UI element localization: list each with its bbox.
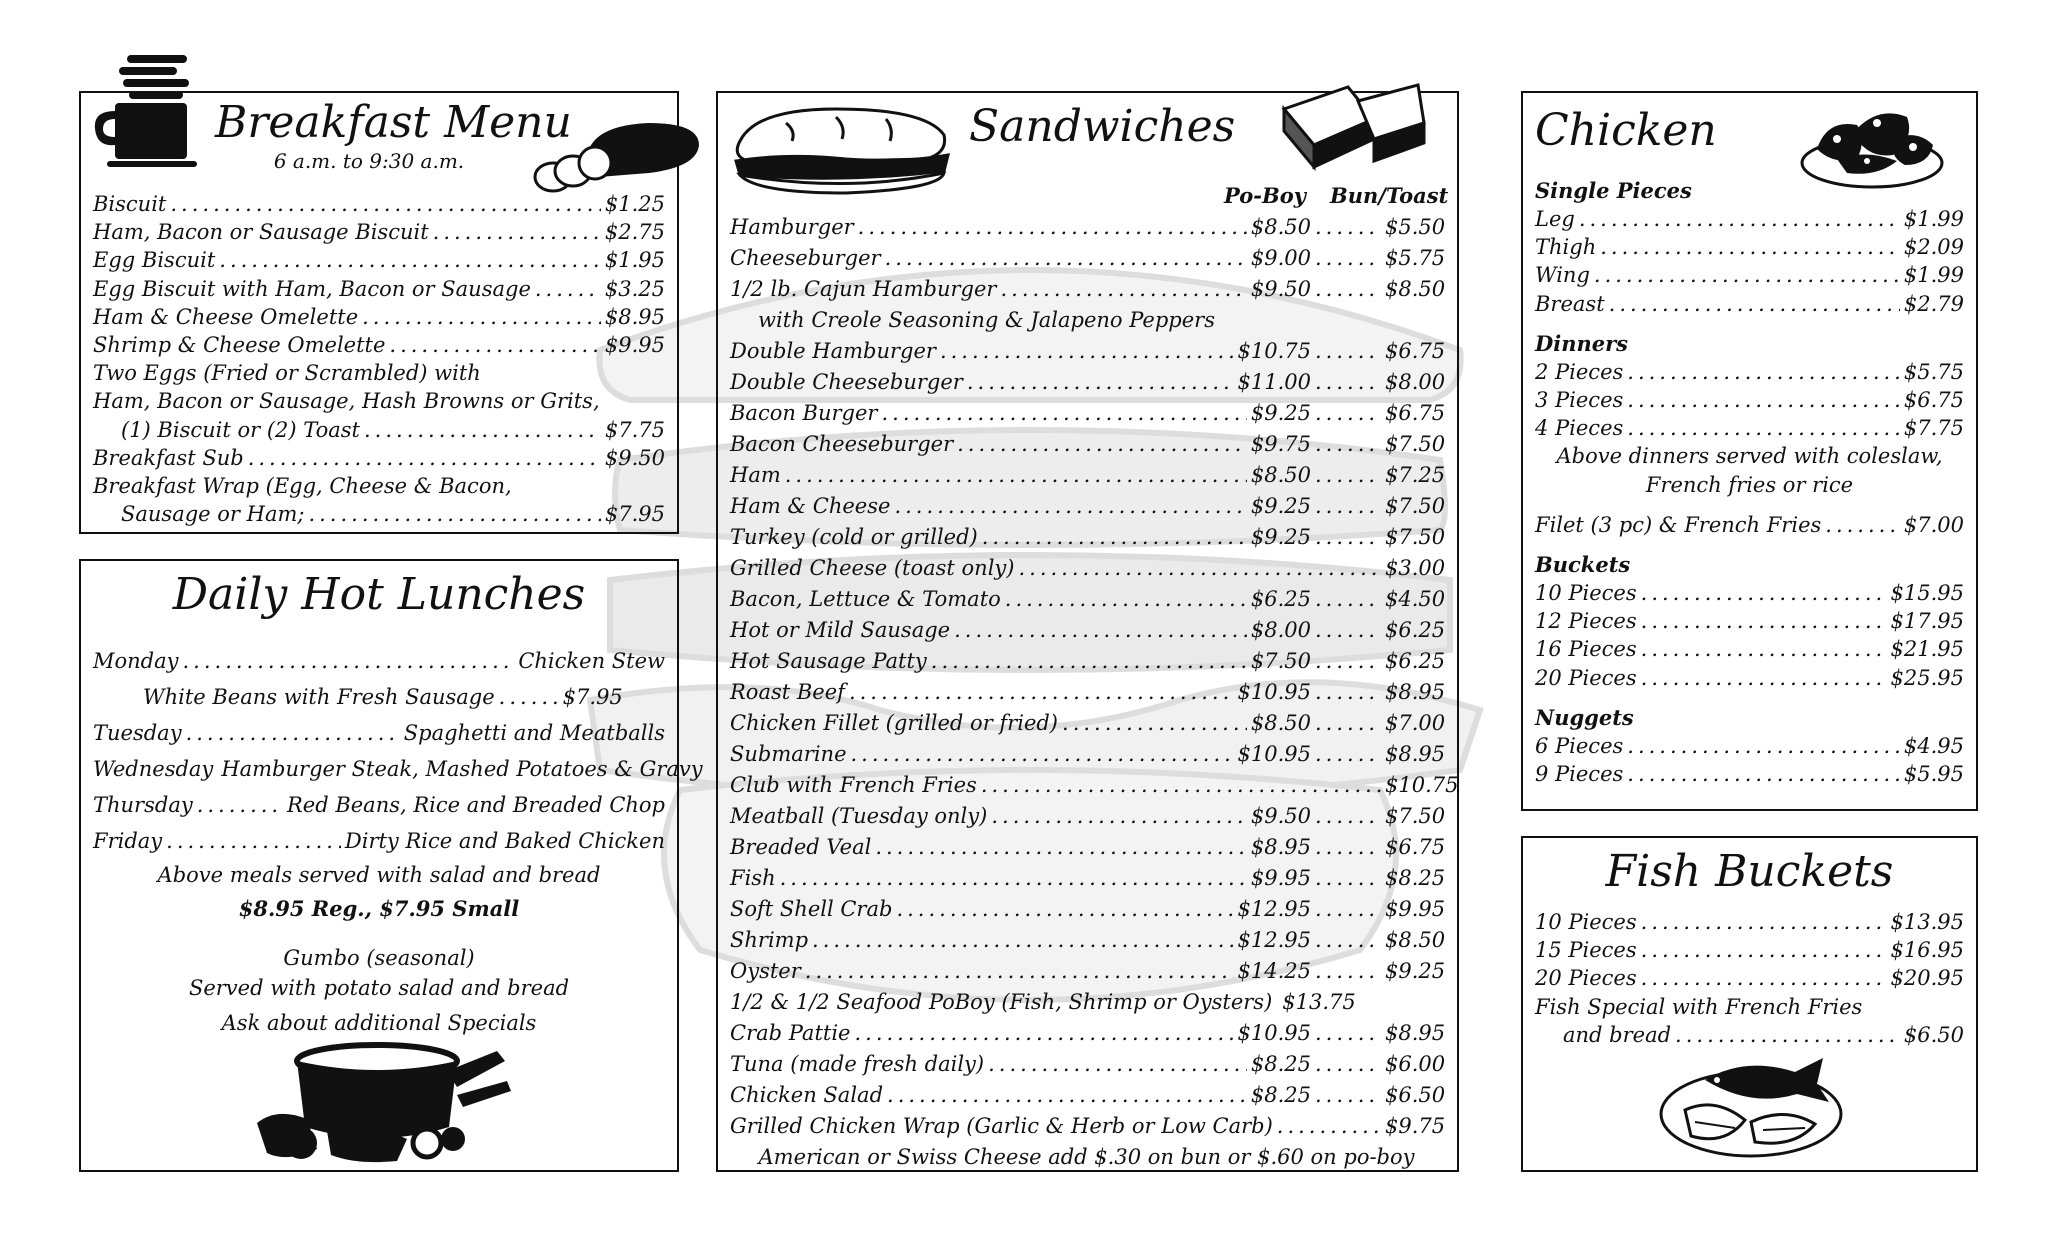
- breakfast-menu-panel: [79, 91, 679, 534]
- menu-item: Bacon Cheeseburger ..... $9.75 ..... $7.50: [730, 429, 1443, 460]
- menu-item: Shrimp & Cheese Omelette ..... $9.95: [93, 331, 665, 359]
- sandwiches-panel: [716, 91, 1459, 1172]
- menu-item: Double Cheeseburger ..... $11.00 ..... $8.00: [730, 367, 1443, 398]
- sandwich-items: [730, 212, 1459, 1173]
- breakfast-hours: 6 a.m. to 9:30 a.m.: [273, 149, 465, 173]
- menu-item: Double Hamburger ..... $10.75 ..... $6.75: [730, 336, 1443, 367]
- menu-item: Egg Biscuit ..... $1.95: [93, 246, 665, 274]
- menu-item: 3 Pieces ..... $6.75: [1535, 386, 1964, 414]
- menu-item: 20 Pieces ..... $20.95: [1535, 964, 1964, 992]
- lunch-served-note: Above meals served with salad and bread: [157, 863, 601, 887]
- menu-item: Cheeseburger ..... $9.00 ..... $5.75: [730, 243, 1443, 274]
- lunch-day-row: Tuesday ..... Spaghetti and Meatballs: [93, 715, 665, 751]
- menu-item: 20 Pieces ..... $25.95: [1535, 664, 1964, 692]
- menu-item: and bread ..... $6.50: [1535, 1021, 1964, 1049]
- menu-item: 9 Pieces ..... $5.95: [1535, 760, 1964, 788]
- menu-item: Ham & Cheese Omelette ..... $8.95: [93, 303, 665, 331]
- menu-item: Leg ..... $1.99: [1535, 205, 1964, 233]
- menu-item: Breakfast Sub ..... $9.50: [93, 444, 665, 472]
- two-eggs-line-2: Ham, Bacon or Sausage, Hash Browns or Grits,: [93, 389, 600, 414]
- chicken-items: [1535, 177, 1964, 788]
- menu-item: 10 Pieces ..... $15.95: [1535, 579, 1964, 607]
- fish-plate-illustration: [1655, 1050, 1855, 1162]
- menu-item: Grilled Chicken Wrap (Garlic & Herb or Low Carb) ..... $9.75: [730, 1111, 1443, 1142]
- col-header-po-boy: Po-Boy: [1224, 183, 1306, 208]
- menu-item: Biscuit ..... $1.25: [93, 190, 665, 218]
- menu-item: Hot or Mild Sausage ..... $8.00 ..... $6.25: [730, 615, 1443, 646]
- toast-sandwich-illustration: [1278, 79, 1428, 179]
- menu-item: 4 Pieces ..... $7.75: [1535, 414, 1964, 442]
- breakfast-title: Breakfast Menu: [215, 97, 572, 148]
- gumbo-line: Gumbo (seasonal): [283, 946, 475, 970]
- menu-item: Ham & Cheese ..... $9.25 ..... $7.50: [730, 491, 1443, 522]
- fish-buckets-panel: [1521, 836, 1978, 1172]
- menu-item: (1) Biscuit or (2) Toast ..... $7.75: [93, 416, 665, 444]
- menu-item: Oyster ..... $14.25 ..... $9.25: [730, 956, 1443, 987]
- cajun-note: with Creole Seasoning & Jalapeno Peppers: [758, 308, 1215, 332]
- lunch-day-row: Wednesday Hamburger Steak, Mashed Potatoes & Gravy: [93, 757, 703, 781]
- menu-item: 1/2 lb. Cajun Hamburger ..... $9.50 ..... $8.50: [730, 274, 1443, 305]
- dinners-heading: Dinners: [1535, 330, 1628, 356]
- menu-item: 12 Pieces ..... $17.95: [1535, 607, 1964, 635]
- lunch-prices: $8.95 Reg., $7.95 Small: [238, 896, 520, 921]
- menu-item: Sausage or Ham; ..... $7.95: [93, 500, 665, 528]
- menu-item: 10 Pieces ..... $13.95: [1535, 908, 1964, 936]
- lunch-day-row: Friday ..... Dirty Rice and Baked Chicken: [93, 823, 665, 859]
- dinners-note-2: French fries or rice: [1645, 472, 1854, 497]
- menu-item: 2 Pieces ..... $5.75: [1535, 358, 1964, 386]
- menu-item: Roast Beef ..... $10.95 ..... $8.95: [730, 677, 1443, 708]
- two-eggs-line-1: Two Eggs (Fried or Scrambled) with: [93, 361, 481, 386]
- nuggets-heading: Nuggets: [1535, 704, 1634, 730]
- menu-item: Ham, Bacon or Sausage Biscuit ..... $2.75: [93, 218, 665, 246]
- chicken-panel: [1521, 91, 1978, 811]
- menu-item: 6 Pieces ..... $4.95: [1535, 732, 1964, 760]
- menu-item: Bacon Burger ..... $9.25 ..... $6.75: [730, 398, 1443, 429]
- menu-item: Breaded Veal ..... $8.95 ..... $6.75: [730, 832, 1443, 863]
- dinners-note-1: Above dinners served with coleslaw,: [1556, 444, 1943, 469]
- menu-item: Filet (3 pc) & French Fries ..... $7.00: [1535, 511, 1964, 539]
- chicken-title: Chicken: [1535, 105, 1717, 156]
- buckets-heading: Buckets: [1535, 552, 1631, 578]
- cheese-note: American or Swiss Cheese add $.30 on bun or $.60 on po-boy: [758, 1145, 1415, 1169]
- menu-item: Ham ..... $8.50 ..... $7.25: [730, 460, 1443, 491]
- menu-item: Crab Pattie ..... $10.95 ..... $8.95: [730, 1018, 1443, 1049]
- menu-item: Egg Biscuit with Ham, Bacon or Sausage ..... $3.25: [93, 275, 665, 303]
- menu-item: Hot Sausage Patty ..... $7.50 ..... $6.25: [730, 646, 1443, 677]
- menu-item: 15 Pieces ..... $16.95: [1535, 936, 1964, 964]
- menu-item: Thigh ..... $2.09: [1535, 233, 1964, 261]
- menu-item: Meatball (Tuesday only) ..... $9.50 ..... $7.50: [730, 801, 1443, 832]
- specials-line: Ask about additional Specials: [221, 1011, 537, 1035]
- menu-item: Turkey (cold or grilled) ..... $9.25 ..... $7.50: [730, 522, 1443, 553]
- gumbo-served-line: Served with potato salad and bread: [188, 976, 570, 1000]
- po-boy-sandwich-illustration: [726, 101, 956, 196]
- menu-item: Submarine ..... $10.95 ..... $8.95: [730, 739, 1443, 770]
- menu-item: Shrimp ..... $12.95 ..... $8.50: [730, 925, 1443, 956]
- menu-item: Hamburger ..... $8.50 ..... $5.50: [730, 212, 1443, 243]
- wrap-line-1: Breakfast Wrap (Egg, Cheese & Bacon,: [93, 474, 512, 499]
- daily-hot-lunches-panel: [79, 559, 703, 1172]
- lunch-items: [93, 643, 703, 1043]
- single-pieces-heading: Single Pieces: [1535, 178, 1692, 203]
- menu-item: Chicken Salad ..... $8.25 ..... $6.50: [730, 1080, 1443, 1111]
- fish-special-line-1: Fish Special with French Fries: [1535, 994, 1863, 1019]
- menu-item: Bacon, Lettuce & Tomato ..... $6.25 ..... $4.50: [730, 584, 1443, 615]
- fish-title: Fish Buckets: [1605, 846, 1894, 897]
- menu-item: Wing ..... $1.99: [1535, 261, 1964, 289]
- menu-item: Tuna (made fresh daily) ..... $8.25 ..... $6.00: [730, 1049, 1443, 1080]
- lunch-day-row: Monday ..... Chicken Stew: [93, 643, 665, 679]
- lunch-extra-row: White Beans with Fresh Sausage ..... $7.95: [93, 679, 665, 715]
- bread-loaf-illustration: [529, 119, 709, 199]
- breakfast-items: [93, 190, 665, 528]
- menu-item: Club with French Fries ..... $10.75: [730, 770, 1443, 801]
- menu-item: Grilled Cheese (toast only) ..... $3.00: [730, 553, 1443, 584]
- menu-item: Breast ..... $2.79: [1535, 290, 1964, 318]
- cooking-pot-vegetables-illustration: [257, 1031, 517, 1166]
- lunch-day-row: Thursday ..... Red Beans, Rice and Breaded Chop: [93, 787, 665, 823]
- menu-item: Soft Shell Crab ..... $12.95 ..... $9.95: [730, 894, 1443, 925]
- menu-item: Fish ..... $9.95 ..... $8.25: [730, 863, 1443, 894]
- menu-item: 16 Pieces ..... $21.95: [1535, 635, 1964, 663]
- col-header-bun-toast: Bun/Toast: [1330, 183, 1449, 208]
- menu-item: 1/2 & 1/2 Seafood PoBoy (Fish, Shrimp or Oysters) $13.75: [730, 990, 1356, 1014]
- menu-item: Chicken Fillet (grilled or fried) ..... $8.50 ..... $7.00: [730, 708, 1443, 739]
- fish-items: [1535, 908, 1964, 1049]
- sandwiches-title: Sandwiches: [969, 101, 1236, 152]
- lunch-title: Daily Hot Lunches: [172, 569, 586, 620]
